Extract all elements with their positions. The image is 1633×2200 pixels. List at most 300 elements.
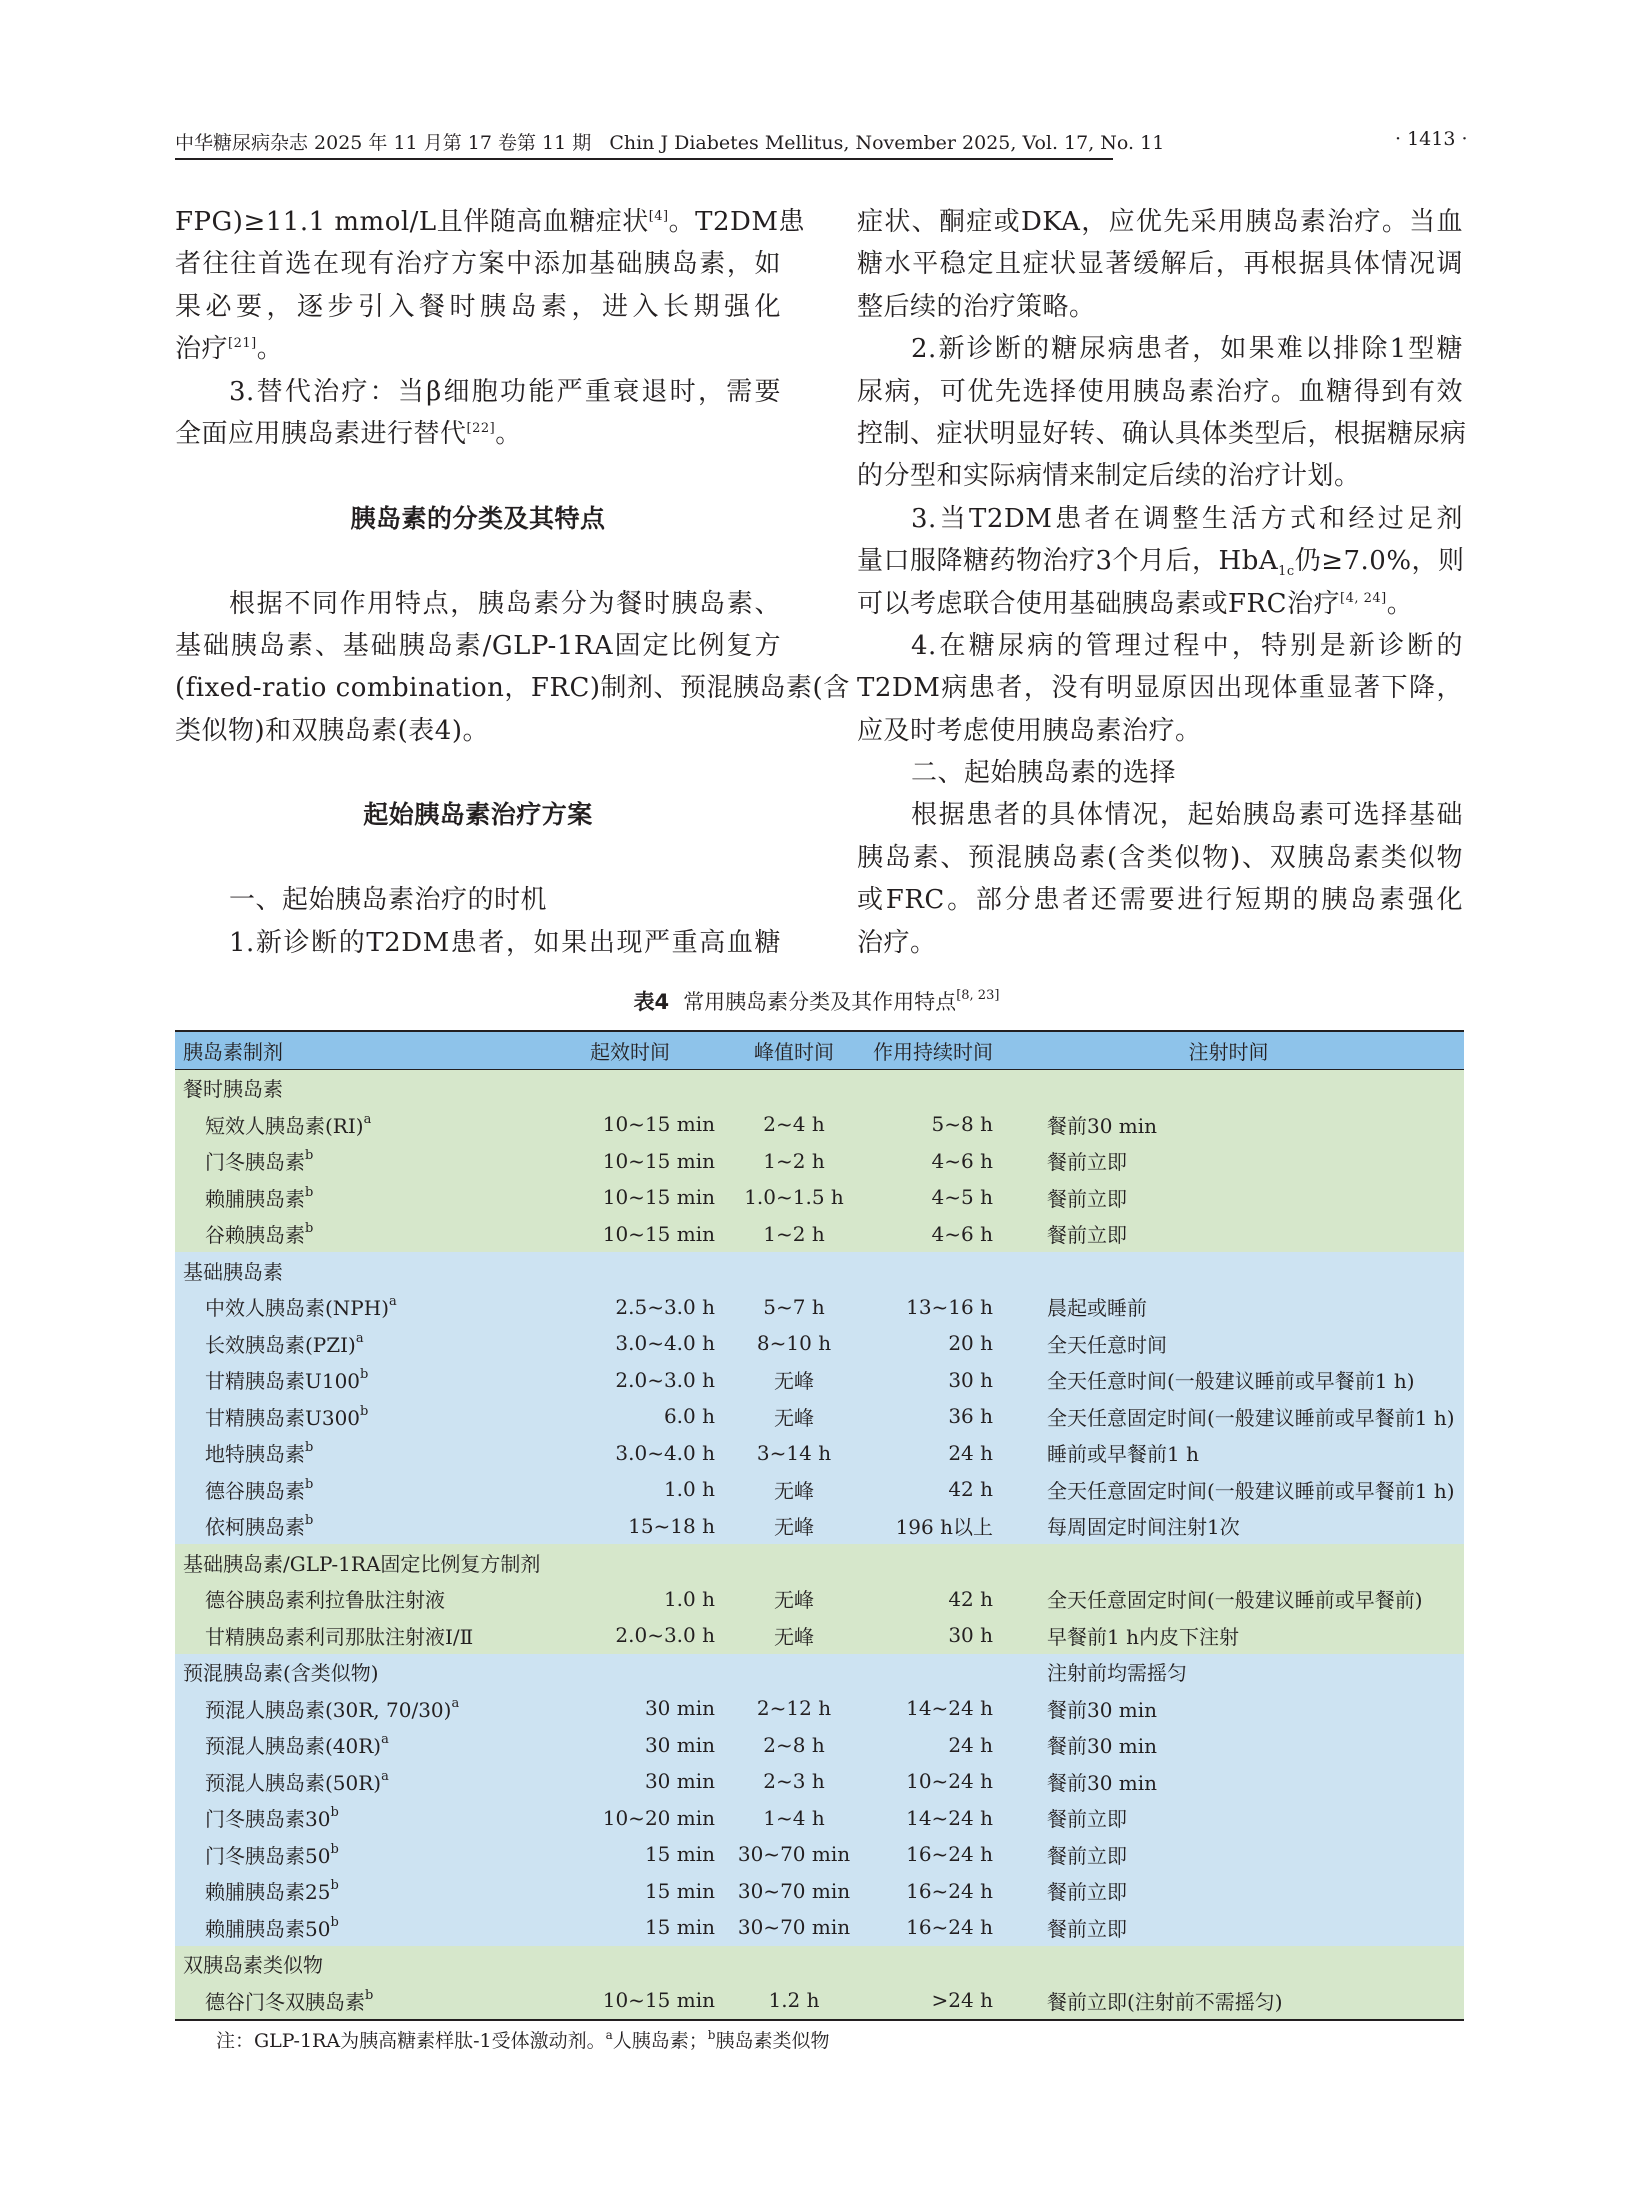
onset-time: 30 min [644, 1732, 715, 1757]
name-text: 甘精胰岛素利司那肽注射液Ⅰ/Ⅱ [205, 1624, 474, 1649]
blank-line [175, 540, 781, 582]
onset-time: 10~15 min [602, 1185, 715, 1210]
injection-time: 全天任意固定时间(一般建议睡前或早餐前) [1047, 1588, 1423, 1613]
name-footnote-mark: b [365, 1987, 374, 2003]
name-text: 基础胰岛素/GLP-1RA固定比例复方制剂 [183, 1551, 541, 1576]
injection-time: 餐前30 min [1047, 1697, 1158, 1722]
onset-time: 3.0~4.0 h [615, 1440, 715, 1465]
text-line [857, 455, 1463, 497]
insulin-name [175, 1471, 545, 1508]
peak-time: 3~14 h [756, 1440, 832, 1465]
duration: 5~8 h [931, 1112, 993, 1137]
table-row [175, 1581, 1464, 1618]
text-line [857, 922, 1463, 964]
onset-time [545, 1654, 715, 1691]
insulin-name [175, 1435, 545, 1472]
name-text: 长效胰岛素(PZI) [205, 1332, 356, 1357]
line-text: 糖水平稳定且症状显著缓解后，再根据具体情况调 [857, 249, 1463, 280]
name-footnote-mark: b [305, 1476, 314, 1492]
name-footnote-mark: a [451, 1695, 460, 1711]
duration: 14~24 h [906, 1696, 993, 1721]
line-text: 胰岛素、预混胰岛素(含类似物)、双胰岛素类似物 [857, 842, 1463, 873]
onset-time: 10~20 min [602, 1805, 715, 1830]
text-line [857, 879, 1463, 921]
line-text: 控制、症状明显好转、确认具体类型后，根据糖尿病 [857, 418, 1467, 449]
peak-time: 5~7 h [763, 1294, 825, 1319]
duration: 30 h [948, 1623, 993, 1648]
table-row [175, 1800, 1464, 1837]
table-row [175, 1325, 1464, 1362]
peak-time: 1~2 h [763, 1221, 825, 1246]
name-text: 预混人胰岛素(30R, 70/30) [205, 1697, 452, 1722]
table-row [175, 1617, 1464, 1654]
peak-time: 1~2 h [763, 1148, 825, 1173]
onset-time [545, 1544, 715, 1581]
table-row [175, 1398, 1464, 1435]
name-text: 依柯胰岛素 [205, 1515, 305, 1540]
line-text: 根据患者的具体情况，起始胰岛素可选择基础 [911, 800, 1463, 831]
duration: 4~6 h [931, 1221, 993, 1246]
name-text: 预混胰岛素(含类似物) [183, 1661, 379, 1686]
name-footnote-mark: b [330, 1914, 339, 1930]
line-text: 根据不同作用特点，胰岛素分为餐时胰岛素、 [229, 588, 781, 619]
duration: 16~24 h [906, 1878, 993, 1903]
text-line [857, 201, 1463, 243]
peak-time: 2~3 h [763, 1769, 825, 1794]
insulin-name [175, 1289, 545, 1326]
page-number: · 1413 · [1395, 128, 1468, 150]
injection-time: 餐前立即 [1047, 1150, 1127, 1175]
onset-time: 1.0 h [663, 1586, 715, 1611]
section-heading [175, 498, 781, 540]
text-line [857, 498, 1463, 540]
name-footnote-mark: a [381, 1732, 389, 1748]
text-line [857, 837, 1463, 879]
line-text: 3.当T2DM患者在调整生活方式和经过足剂 [911, 503, 1463, 534]
text-line [857, 752, 1463, 794]
name-text: 基础胰岛素 [183, 1259, 283, 1284]
peak-time: 无峰 [774, 1624, 814, 1649]
name-text: 赖脯胰岛素50 [205, 1916, 331, 1941]
text-line [857, 286, 1463, 328]
duration: 36 h [948, 1404, 993, 1429]
table-group-row [175, 1946, 1464, 1983]
duration: 4~5 h [931, 1185, 993, 1210]
peak-time: 无峰 [774, 1405, 814, 1430]
peak-time: 2~12 h [756, 1696, 832, 1721]
line-text: 尿病，可优先选择使用胰岛素治疗。血糖得到有效 [857, 376, 1463, 407]
line-text: 整后续的治疗策略。 [857, 291, 1096, 322]
col-header-injection: 注射时间 [1188, 1039, 1269, 1064]
subscript: 1c [1278, 564, 1295, 580]
insulin-table [175, 1030, 1464, 2021]
peak-time: 无峰 [774, 1478, 814, 1503]
line-text-tail: 。 [495, 418, 522, 449]
duration: 14~24 h [906, 1805, 993, 1830]
onset-time: 15 min [644, 1915, 715, 1940]
insulin-name [175, 1946, 545, 1983]
name-footnote-mark: b [305, 1440, 314, 1456]
name-text: 德谷胰岛素 [205, 1478, 305, 1503]
col-header-preparation: 胰岛素制剂 [183, 1039, 283, 1064]
table-row [175, 1763, 1464, 1800]
text-line [857, 413, 1467, 455]
col-header-onset: 起效时间 [590, 1039, 670, 1064]
line-text: 胰岛素的分类及其特点 [350, 503, 606, 533]
insulin-name [175, 1581, 545, 1618]
name-footnote-mark: a [389, 1294, 397, 1310]
duration: 4~6 h [931, 1148, 993, 1173]
injection-time: 全天任意时间(一般建议睡前或早餐前1 h) [1047, 1369, 1415, 1394]
injection-time [993, 1069, 1464, 1106]
insulin-name [175, 1325, 545, 1362]
right-column [857, 201, 1467, 964]
duration [873, 1069, 993, 1106]
name-footnote-mark: b [305, 1184, 314, 1200]
journal-title-cn: 中华糖尿病杂志 2025 年 11 月第 17 卷第 11 期 [175, 132, 592, 154]
line-text: T2DM病患者，没有明显原因出现体重显著下降， [857, 673, 1463, 704]
name-text: 地特胰岛素 [205, 1442, 305, 1467]
duration [873, 1946, 993, 1983]
duration: 10~24 h [906, 1769, 993, 1794]
text-line [857, 371, 1463, 413]
insulin-name [175, 1617, 545, 1654]
line-text: 治疗 [175, 334, 229, 365]
header-rule [175, 158, 1113, 160]
text-line [857, 710, 1463, 752]
onset-time: 10~15 min [602, 1148, 715, 1173]
name-text: 赖脯胰岛素25 [205, 1880, 331, 1905]
peak-time [715, 1544, 873, 1581]
table-caption [0, 986, 1633, 1016]
citation: [22] [466, 420, 496, 436]
col-header-peak: 峰值时间 [754, 1039, 834, 1064]
duration: 42 h [948, 1586, 993, 1611]
line-text: 应及时考虑使用胰岛素治疗。 [857, 715, 1202, 746]
peak-time [715, 1069, 873, 1106]
insulin-name [175, 1763, 545, 1800]
name-footnote-mark: b [305, 1148, 314, 1164]
text-line [175, 583, 781, 625]
name-text: 门冬胰岛素30 [205, 1807, 331, 1832]
table-row [175, 1143, 1464, 1180]
text-line [175, 625, 781, 667]
peak-time: 1.2 h [768, 1988, 820, 2013]
injection-time: 早餐前1 h内皮下注射 [1047, 1624, 1239, 1649]
table-row [175, 1179, 1464, 1216]
footnote-mark-a: a [605, 2028, 613, 2042]
line-text: 3.替代治疗：当β细胞功能严重衰退时，需要 [229, 376, 781, 407]
table-group-row [175, 1654, 1464, 1691]
peak-time: 8~10 h [756, 1331, 832, 1356]
injection-time: 餐前30 min [1047, 1734, 1158, 1759]
insulin-name [175, 1727, 545, 1764]
insulin-name [175, 1179, 545, 1216]
insulin-name [175, 1982, 545, 2020]
duration [873, 1654, 993, 1691]
table-group-row [175, 1544, 1464, 1581]
text-line [857, 243, 1463, 285]
section-heading [175, 794, 781, 836]
onset-time: 15 min [644, 1842, 715, 1867]
table-row [175, 1471, 1464, 1508]
table-header-row [175, 1031, 1464, 1069]
insulin-name [175, 1909, 545, 1946]
peak-time: 无峰 [774, 1588, 814, 1613]
insulin-name [175, 1143, 545, 1180]
injection-time: 餐前立即(注射前不需摇匀) [1047, 1989, 1283, 2014]
line-text: 1.新诊断的T2DM患者，如果出现严重高血糖 [229, 927, 781, 958]
text-line [857, 328, 1463, 370]
insulin-name [175, 1508, 545, 1545]
name-text: 德谷门冬双胰岛素 [205, 1989, 365, 2014]
text-line [175, 201, 805, 243]
table-row [175, 1289, 1464, 1326]
name-footnote-mark: b [305, 1221, 314, 1237]
insulin-name [175, 1654, 545, 1691]
peak-time [715, 1654, 873, 1691]
injection-time: 餐前立即 [1047, 1880, 1127, 1905]
line-text: 治疗。 [857, 927, 937, 958]
name-text: 短效人胰岛素(RI) [205, 1113, 364, 1138]
citation: [4, 24] [1340, 590, 1387, 606]
injection-time: 餐前立即 [1047, 1916, 1127, 1941]
name-footnote-mark: b [330, 1805, 339, 1821]
text-line [175, 371, 781, 413]
name-text: 预混人胰岛素(40R) [205, 1734, 382, 1759]
name-text: 甘精胰岛素U300 [205, 1405, 361, 1430]
line-text-tail: 仍≥7.0%，则 [1294, 546, 1465, 577]
injection-time: 餐前30 min [1047, 1770, 1158, 1795]
peak-time: 无峰 [774, 1515, 814, 1540]
duration: 16~24 h [906, 1915, 993, 1940]
peak-time: 2~4 h [763, 1112, 825, 1137]
onset-time: 15 min [644, 1878, 715, 1903]
table-row [175, 1362, 1464, 1399]
injection-time: 餐前立即 [1047, 1223, 1127, 1248]
text-line [175, 879, 781, 921]
injection-time: 餐前立即 [1047, 1186, 1127, 1211]
injection-time [993, 1544, 1464, 1581]
table-row [175, 1982, 1464, 2020]
table-row [175, 1435, 1464, 1472]
blank-line [175, 752, 781, 794]
insulin-name [175, 1069, 545, 1106]
peak-time: 30~70 min [737, 1915, 851, 1940]
name-footnote-mark: b [330, 1878, 339, 1894]
onset-time [545, 1069, 715, 1106]
onset-time: 2.0~3.0 h [615, 1623, 715, 1648]
table-row [175, 1836, 1464, 1873]
name-text: 门冬胰岛素 [205, 1150, 305, 1175]
injection-time [993, 1946, 1464, 1983]
citation: [21] [228, 336, 257, 352]
footnote-mark-b: b [707, 2028, 716, 2042]
line-text: 二、起始胰岛素的选择 [911, 758, 1177, 789]
injection-time: 餐前立即 [1047, 1843, 1127, 1868]
duration: 20 h [948, 1331, 993, 1356]
duration: 30 h [948, 1367, 993, 1392]
text-line [175, 328, 781, 370]
insulin-name [175, 1873, 545, 1910]
blank-line [175, 455, 781, 497]
text-line [857, 794, 1463, 836]
name-footnote-mark: b [360, 1403, 369, 1419]
table-group-row [175, 1252, 1464, 1289]
line-text: 类似物)和双胰岛素(表4)。 [175, 715, 489, 746]
duration [873, 1252, 993, 1289]
text-line [175, 667, 850, 709]
duration: 42 h [948, 1477, 993, 1502]
name-text: 双胰岛素类似物 [183, 1953, 323, 1978]
onset-time: 6.0 h [663, 1404, 715, 1429]
table-row [175, 1216, 1464, 1253]
journal-title-en: Chin J Diabetes Mellitus, November 2025, Vol. 17, No. 11 [609, 132, 1165, 154]
line-text-tail: 。 [256, 334, 284, 365]
name-footnote-mark: b [305, 1513, 314, 1529]
peak-time: 1.0~1.5 h [744, 1185, 844, 1210]
text-line [175, 243, 781, 285]
injection-time: 全天任意时间 [1047, 1332, 1167, 1357]
table-group-row [175, 1069, 1464, 1106]
insulin-name [175, 1690, 545, 1727]
line-text: 可以考虑联合使用基础胰岛素或FRC治疗 [857, 588, 1341, 619]
line-text: 一、起始胰岛素治疗的时机 [229, 885, 548, 916]
table-row [175, 1727, 1464, 1764]
text-line [857, 540, 1463, 582]
table-title-ref: [8, 23] [956, 988, 1000, 1003]
line-text: 全面应用胰岛素进行替代 [175, 418, 467, 449]
line-text: 或FRC。部分患者还需要进行短期的胰岛素强化 [857, 885, 1463, 916]
onset-time [545, 1946, 715, 1983]
line-text-tail: 。T2DM患 [668, 207, 805, 237]
injection-time [993, 1252, 1464, 1289]
name-text: 德谷胰岛素利拉鲁肽注射液 [205, 1588, 445, 1613]
footnote-a: 人胰岛素； [612, 2030, 708, 2052]
insulin-name [175, 1252, 545, 1289]
table-row [175, 1508, 1464, 1545]
table-row [175, 1690, 1464, 1727]
name-text: 预混人胰岛素(50R) [205, 1770, 382, 1795]
line-text-tail: 。 [1386, 588, 1414, 619]
line-text: (fixed-ratio combination，FRC)制剂、预混胰岛素(含 [175, 673, 850, 704]
injection-time: 全天任意固定时间(一般建议睡前或早餐前1 h) [1047, 1478, 1455, 1503]
running-header [175, 128, 1164, 155]
insulin-name [175, 1216, 545, 1253]
peak-time: 无峰 [774, 1369, 814, 1394]
onset-time: 1.0 h [663, 1477, 715, 1502]
name-footnote-mark: b [360, 1367, 369, 1383]
peak-time [715, 1252, 873, 1289]
line-text: 量口服降糖药物治疗3个月后，HbA [857, 546, 1279, 577]
table-row [175, 1106, 1464, 1143]
onset-time: 30 min [644, 1696, 715, 1721]
name-text: 谷赖胰岛素 [205, 1223, 305, 1248]
peak-time: 30~70 min [737, 1878, 851, 1903]
name-footnote-mark: b [330, 1841, 339, 1857]
name-footnote-mark: a [363, 1111, 372, 1127]
name-footnote-mark: a [355, 1330, 364, 1346]
onset-time [545, 1252, 715, 1289]
injection-time: 全天任意固定时间(一般建议睡前或早餐前1 h) [1047, 1405, 1455, 1430]
peak-time: 2~8 h [763, 1732, 825, 1757]
injection-time: 餐前30 min [1047, 1113, 1158, 1138]
line-text: 果必要，逐步引入餐时胰岛素，进入长期强化 [175, 291, 781, 322]
onset-time: 2.0~3.0 h [615, 1367, 715, 1392]
table-footnote [216, 2026, 829, 2053]
text-line [175, 413, 781, 455]
onset-time: 10~15 min [602, 1221, 715, 1246]
line-text: 基础胰岛素、基础胰岛素/GLP-1RA固定比例复方 [175, 630, 781, 661]
line-text: 2.新诊断的糖尿病患者，如果难以排除1型糖 [911, 334, 1463, 365]
footnote-b: 胰岛素类似物 [715, 2030, 830, 2052]
injection-time: 餐前立即 [1047, 1807, 1127, 1832]
line-text: 起始胰岛素治疗方案 [363, 800, 593, 830]
onset-time: 10~15 min [602, 1112, 715, 1137]
text-line [175, 286, 781, 328]
peak-time: 30~70 min [737, 1842, 851, 1867]
table-row [175, 1873, 1464, 1910]
onset-time: 3.0~4.0 h [615, 1331, 715, 1356]
peak-time [715, 1946, 873, 1983]
line-text: FPG)≥11.1 mmol/L且伴随高血糖症状 [175, 207, 649, 237]
text-line [857, 625, 1463, 667]
duration: 13~16 h [906, 1294, 993, 1319]
line-text: 症状、酮症或DKA，应优先采用胰岛素治疗。当血 [857, 207, 1463, 237]
name-footnote-mark: a [381, 1768, 389, 1784]
insulin-name [175, 1836, 545, 1873]
text-line [857, 583, 1463, 625]
name-text: 赖脯胰岛素 [205, 1186, 305, 1211]
blank-line [175, 837, 781, 879]
table-title: 常用胰岛素分类及其作用特点 [683, 990, 957, 1014]
injection-time: 睡前或早餐前1 h [1047, 1442, 1199, 1467]
injection-time: 晨起或睡前 [1047, 1296, 1147, 1321]
text-line [175, 710, 781, 752]
left-column [175, 201, 850, 964]
insulin-name [175, 1544, 545, 1581]
duration: 196 h以上 [895, 1515, 993, 1540]
onset-time: 15~18 h [628, 1513, 715, 1538]
citation: [4] [648, 209, 669, 224]
duration: 16~24 h [906, 1842, 993, 1867]
onset-time: 10~15 min [602, 1988, 715, 2013]
insulin-name [175, 1362, 545, 1399]
table-row [175, 1909, 1464, 1946]
insulin-name [175, 1398, 545, 1435]
col-header-duration: 作用持续时间 [873, 1039, 993, 1064]
name-text: 门冬胰岛素50 [205, 1843, 331, 1868]
duration: 24 h [948, 1440, 993, 1465]
injection-time: 注射前均需摇匀 [1047, 1661, 1187, 1686]
line-text: 者往往首选在现有治疗方案中添加基础胰岛素，如 [175, 249, 781, 280]
line-text: 4.在糖尿病的管理过程中，特别是新诊断的 [911, 630, 1463, 661]
name-text: 餐时胰岛素 [183, 1077, 283, 1102]
footnote-text: 注：GLP-1RA为胰高糖素样肽-1受体激动剂。 [216, 2030, 606, 2052]
line-text: 的分型和实际病情来制定后续的治疗计划。 [857, 461, 1361, 492]
insulin-name [175, 1106, 545, 1143]
insulin-name [175, 1800, 545, 1837]
onset-time: 30 min [644, 1769, 715, 1794]
onset-time: 2.5~3.0 h [615, 1294, 715, 1319]
table-label: 表4 [633, 990, 670, 1014]
injection-time: 每周固定时间注射1次 [1047, 1515, 1240, 1540]
name-text: 甘精胰岛素U100 [205, 1369, 361, 1394]
text-line [175, 922, 781, 964]
duration [873, 1544, 993, 1581]
duration: 24 h [948, 1732, 993, 1757]
duration: >24 h [931, 1988, 993, 2013]
